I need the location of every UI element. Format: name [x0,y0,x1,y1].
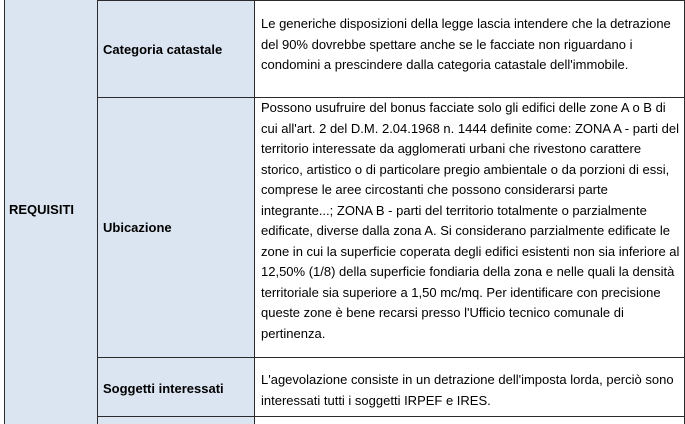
row-label-soggetti-interessati: Soggetti interessati [103,381,224,396]
row-border-top [98,0,685,1]
row-text-ubicazione: Possono usufruire del bonus facciate solo gli edifici delle zone A o B di cui all'art. 2 del D.M. 2.04.1968 n. 1444 definite come: ZONA A - parti del territorio interessate da agglomerati urbani che rivestono carattere storico, artistico o di particolare pregio ambientale o da porzioni di essi, comprese le aree circostanti che possono considerarsi parte integrante...; ZONA B - parti del territorio totalmente o parzialmente edificate, diverse dalla zona A. Si considerano parzialmente edificate le zone in cui la superficie coperata degli edifici esistenti non sia inferiore al 12,50% (1/8) della superficie fondiaria della zona e nelle quali la densità territoriale sia superiore a 1,50 mc/mq. Per identificare con precisione queste zone è bene recarsi presso l'Ufficio tecnico comunale di pertinenza. [261,100,680,341]
column-divider [254,0,255,424]
row-text-categoria-catastale: Le generiche disposizioni della legge lascia intendere che la detrazione del 90% dovrebbe spettare anche se le facciate non riguardano i condomini a prescindere dalla categoria catastale dell'immobile. [261,16,671,72]
row-label-categoria-catastale: Categoria catastale [103,42,223,57]
section-label: REQUISITI [9,202,75,217]
row-border-2 [98,357,685,358]
row-border-3 [98,416,685,417]
row-text-soggetti-interessati: L'agevolazione consiste in un detrazione dell'imposta lorda, perciò sono interessati tutti i soggetti IRPEF e IRES. [261,372,674,408]
row-label-ubicazione: Ubicazione [103,220,172,235]
